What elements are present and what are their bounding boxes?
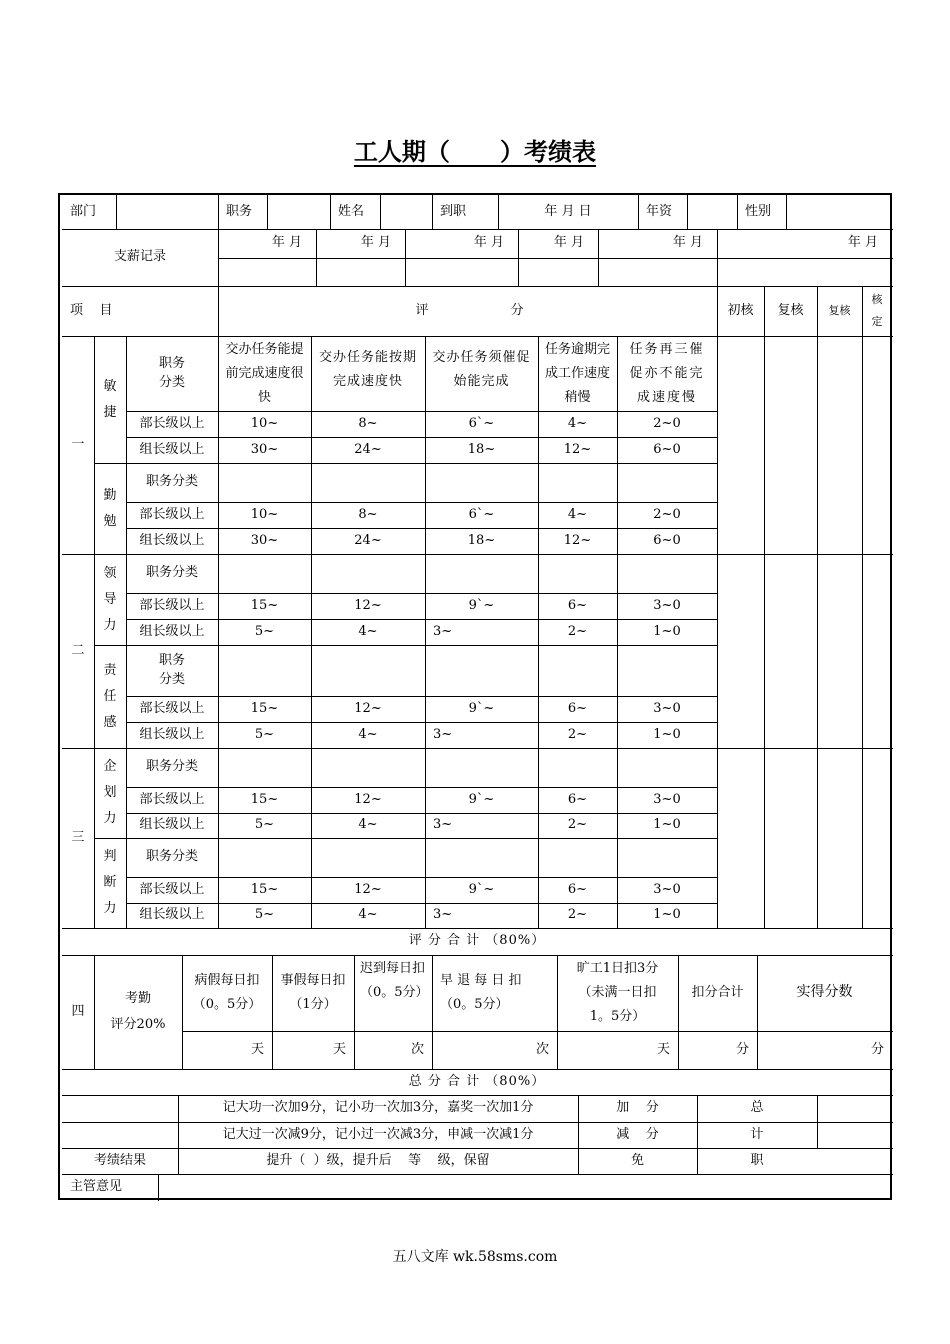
score-value: 9`~	[468, 881, 495, 897]
section-responsibility: 责 任 感	[103, 662, 117, 730]
score-value: 6`~	[468, 506, 495, 522]
score-value: 5~	[254, 726, 275, 742]
form-title: 工人期（ ）考绩表	[353, 138, 597, 166]
subtotal-label: 评 分 合 计 （80%）	[408, 933, 546, 949]
score-value: 3~0	[653, 791, 681, 807]
section-leadership: 领 导 力	[103, 565, 117, 633]
score-value: 2~	[567, 623, 588, 639]
appraisal-form	[58, 193, 892, 1200]
salary-year-month: 年 月	[473, 235, 504, 251]
attendance-personal: 事假每日扣（1分）	[280, 973, 346, 1012]
section-three: 三	[71, 829, 85, 845]
section-agility: 敏 捷	[103, 378, 117, 420]
start-date: 年 月 日	[544, 203, 592, 219]
score-value: 30~	[250, 441, 279, 457]
score-value: 2~0	[653, 506, 681, 522]
score-value: 12~	[354, 881, 382, 897]
criteria-2: 交办任务能按期完成速度快	[318, 350, 417, 389]
score-value: 15~	[250, 881, 279, 897]
label-dept-lead: 部长级以上	[139, 791, 205, 807]
score-value: 1~0	[653, 623, 681, 639]
result-text: 提升（ ）级，提升后 等 级，保留	[266, 1152, 490, 1168]
label-approve: 核	[871, 293, 883, 307]
attendance-actual: 实得分数	[796, 984, 853, 1001]
score-value: 6`~	[468, 415, 495, 431]
label-seniority: 年资	[646, 203, 673, 219]
salary-year-month: 年 月	[271, 235, 302, 251]
score-value: 12~	[563, 532, 592, 548]
score-value: 10~	[250, 415, 279, 431]
salary-year-month: 年 月	[672, 235, 703, 251]
label-job-category: 职务分类	[145, 759, 198, 775]
unit-day: 天	[656, 1041, 670, 1057]
attendance-early: 早 退 每 日 扣（0。5分）	[440, 973, 522, 1012]
score-value: 10~	[250, 506, 279, 522]
label-job-category: 职务分类	[145, 849, 198, 865]
label-salary: 支薪记录	[113, 249, 166, 265]
score-value: 5~	[254, 623, 275, 639]
attendance-deduct-total: 扣分合计	[691, 984, 744, 1000]
score-value: 4~	[358, 817, 378, 833]
label-second-review: 复核	[777, 302, 804, 318]
score-value: 5~	[254, 907, 275, 923]
score-value: 4~	[358, 907, 378, 923]
score-value: 4~	[567, 506, 588, 522]
score-value: 24~	[354, 441, 382, 457]
score-value: 8~	[358, 415, 378, 431]
score-value: 12~	[354, 791, 382, 807]
label-group-lead: 组长级以上	[139, 532, 205, 548]
criteria-3: 交办任务须催促始能完成	[432, 350, 531, 389]
rule-demerit: 记大过一次减9分，记小过一次减3分，申减一次减1分	[222, 1126, 534, 1142]
label-gender: 性别	[745, 203, 772, 219]
score-value: 6~	[567, 597, 588, 613]
score-value: 3~	[433, 623, 453, 639]
label-item: 项 目	[70, 302, 113, 318]
section-diligence: 勤 勉	[103, 487, 117, 529]
salary-year-month: 年 月	[553, 235, 584, 251]
unit-day: 天	[250, 1041, 264, 1057]
score-value: 30~	[250, 532, 279, 548]
label-score: 分	[510, 302, 524, 318]
score-value: 3~0	[653, 881, 681, 897]
score-value: 6~	[567, 881, 588, 897]
section-planning: 企 划 力	[103, 759, 117, 826]
label-job-category: 职务 分类	[158, 653, 185, 687]
rule-merit: 记大功一次加9分，记小功一次加3分，嘉奖一次加1分	[222, 1100, 534, 1116]
section-four: 四	[71, 1003, 85, 1019]
label-total: 计	[750, 1126, 764, 1142]
score-value: 9`~	[468, 791, 495, 807]
score-value: 4~	[358, 726, 378, 742]
score-value: 15~	[250, 700, 279, 716]
score-value: 12~	[354, 597, 382, 613]
score-value: 3~0	[653, 700, 681, 716]
unit-day: 天	[332, 1041, 346, 1057]
unit-times: 次	[535, 1041, 549, 1057]
score-value: 8~	[358, 506, 378, 522]
score-value: 3~0	[653, 597, 681, 613]
label-job-category: 职务 分类	[158, 356, 185, 390]
score-value: 2~0	[653, 415, 681, 431]
total-label: 总 分 合 计 （80%）	[408, 1073, 546, 1089]
attendance-sick: 病假每日扣（0。5分）	[192, 973, 262, 1012]
score-value: 3~	[433, 817, 453, 833]
attendance-absent: 旷工1日扣3分 （未满一日扣 1。5分）	[576, 961, 659, 1024]
unit-points: 分	[870, 1041, 884, 1057]
score-value: 24~	[354, 532, 382, 548]
label-third-review: 复核	[828, 304, 851, 318]
label-add-points: 加 分	[616, 1100, 659, 1116]
score-value: 6~	[567, 700, 588, 716]
score-value: 4~	[358, 623, 378, 639]
label-job-category: 职务分类	[145, 565, 198, 581]
section-two: 二	[71, 642, 85, 658]
label-group-lead: 组长级以上	[139, 907, 205, 923]
score-value: 18~	[467, 441, 496, 457]
label-exempt: 免	[630, 1152, 644, 1168]
label-dept: 部门	[70, 203, 97, 219]
score-value: 2~	[567, 726, 588, 742]
label-start: 到职	[440, 203, 467, 219]
score-value: 12~	[563, 441, 592, 457]
score-value: 2~	[567, 817, 588, 833]
salary-year-month: 年 月	[360, 235, 391, 251]
score-value: 12~	[354, 700, 382, 716]
criteria-5: 任务再三催促亦不能完成速度慢	[629, 342, 705, 405]
score-value: 1~0	[653, 907, 681, 923]
score-value: 4~	[567, 415, 588, 431]
label-group-lead: 组长级以上	[139, 817, 205, 833]
label-score: 评	[415, 302, 429, 318]
section-judgement: 判 断 力	[103, 849, 117, 916]
score-value: 6~0	[653, 532, 681, 548]
unit-times: 次	[410, 1041, 424, 1057]
label-first-review: 初核	[727, 302, 754, 318]
score-value: 1~0	[653, 817, 681, 833]
score-value: 5~	[254, 817, 275, 833]
label-dept-lead: 部长级以上	[139, 881, 205, 897]
label-dept-lead: 部长级以上	[139, 415, 205, 431]
label-attendance: 考勤 评分20%	[110, 991, 166, 1032]
score-value: 3~	[433, 726, 453, 742]
unit-points: 分	[735, 1041, 749, 1057]
salary-year-month: 年 月	[847, 235, 878, 251]
label-dept-lead: 部长级以上	[139, 506, 205, 522]
score-value: 1~0	[653, 726, 681, 742]
footer-watermark: 五八文库 wk.58sms.com	[392, 1249, 558, 1265]
label-post: 职	[750, 1152, 764, 1168]
label-group-lead: 组长级以上	[139, 441, 205, 457]
label-name: 姓名	[338, 203, 365, 219]
label-supervisor: 主管意见	[70, 1178, 123, 1194]
attendance-late: 迟到每日扣（0。5分）	[360, 961, 429, 1000]
score-value: 9`~	[468, 700, 495, 716]
label-group-lead: 组长级以上	[139, 623, 205, 639]
criteria-1: 交办任务能提前完成速度很快	[225, 342, 304, 405]
score-value: 6~	[567, 791, 588, 807]
score-value: 2~	[567, 907, 588, 923]
label-job-category: 职务分类	[145, 474, 198, 490]
score-value: 15~	[250, 791, 279, 807]
score-value: 9`~	[468, 597, 495, 613]
score-value: 18~	[467, 532, 496, 548]
label-dept-lead: 部长级以上	[139, 700, 205, 716]
score-value: 6~0	[653, 441, 681, 457]
label-dept-lead: 部长级以上	[139, 597, 205, 613]
label-sub-points: 减 分	[616, 1126, 659, 1142]
criteria-4: 任务逾期完成工作速度稍慢	[544, 342, 610, 405]
section-one: 一	[71, 436, 85, 452]
score-value: 15~	[250, 597, 279, 613]
label-approve: 定	[871, 315, 883, 329]
label-position: 职务	[226, 203, 253, 219]
label-result: 考绩结果	[93, 1152, 146, 1168]
score-value: 3~	[433, 907, 453, 923]
label-total: 总	[750, 1100, 764, 1116]
label-group-lead: 组长级以上	[139, 726, 205, 742]
